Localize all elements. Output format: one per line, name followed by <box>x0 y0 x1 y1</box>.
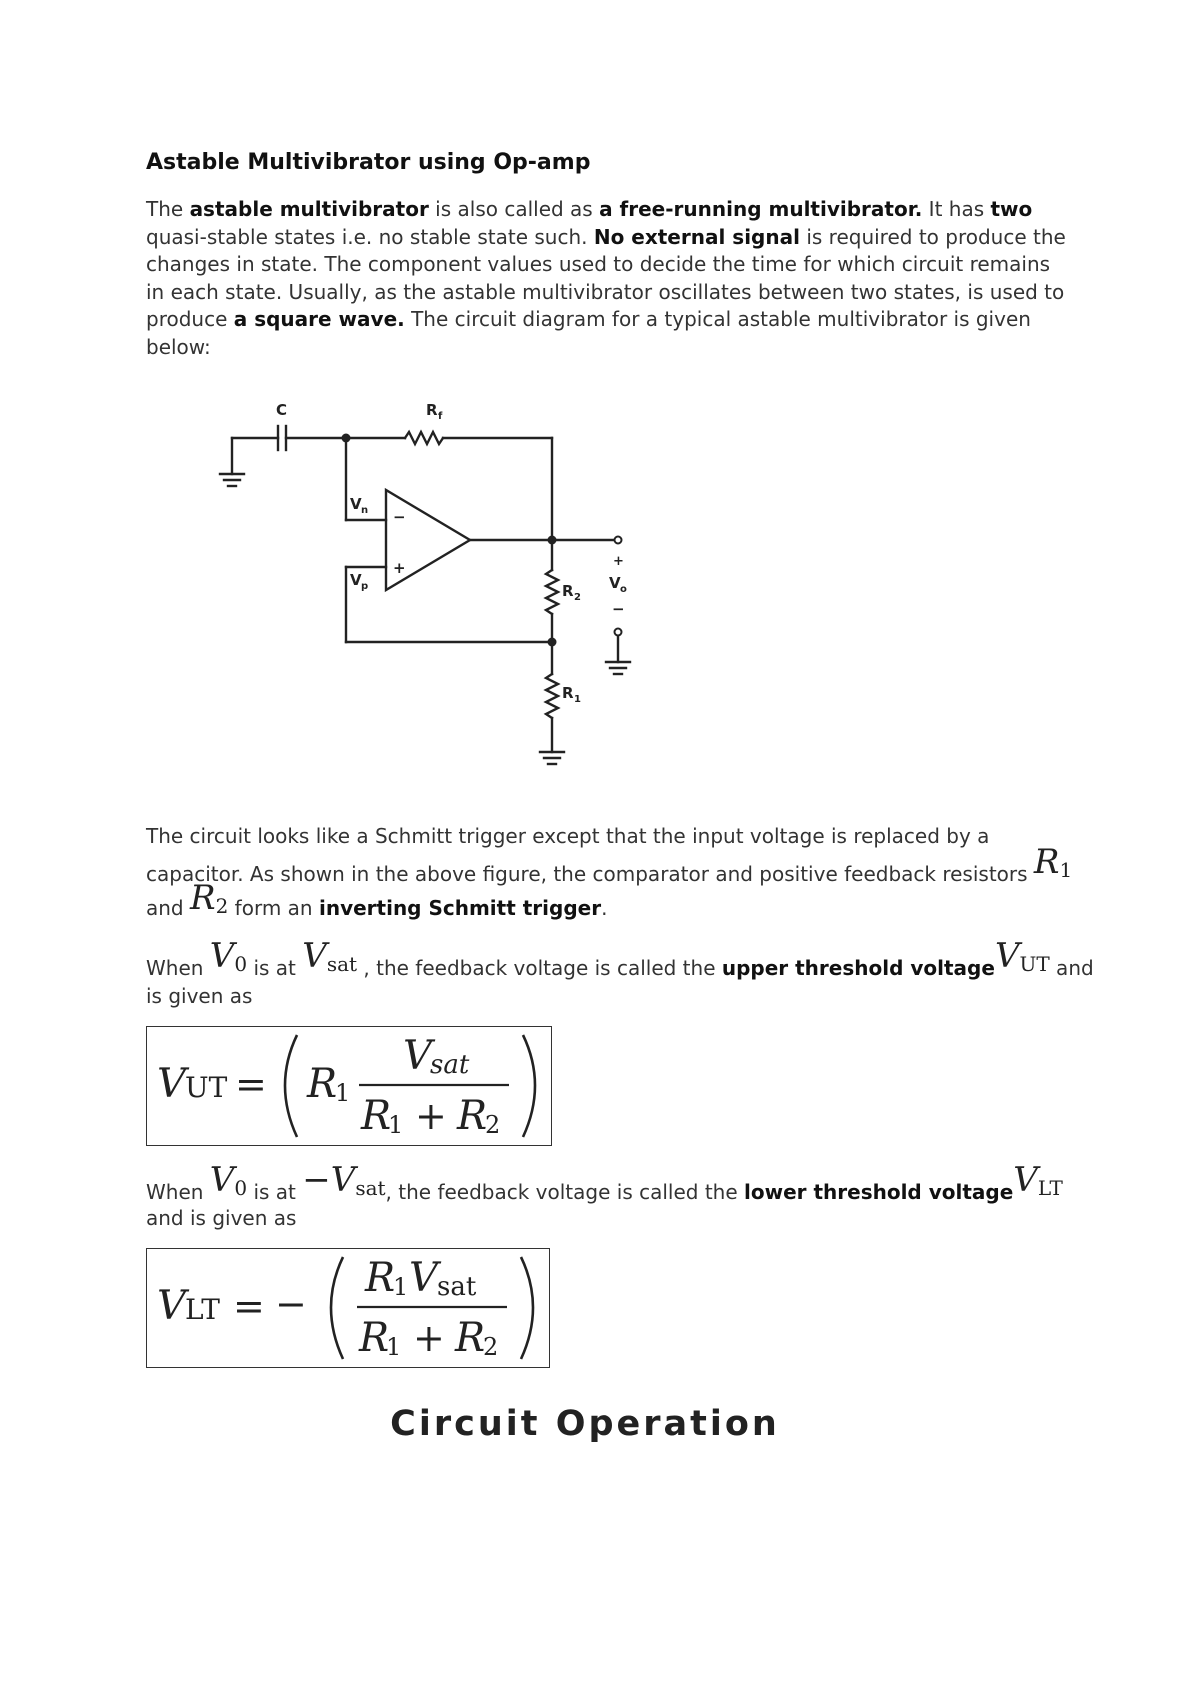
formula-num-r1-sub: 1 <box>393 1273 409 1301</box>
formula-den-r1-sub: 1 <box>388 1111 404 1139</box>
capacitor-label: C <box>276 401 288 419</box>
vo-label: V <box>609 574 621 592</box>
text-run: and <box>1049 956 1094 980</box>
equals-sign: = <box>235 1062 267 1106</box>
math-v0: V <box>209 936 235 976</box>
formula-vlt <box>147 1249 549 1367</box>
section-heading <box>0 1404 1200 1444</box>
vo-label-sub: o <box>620 584 627 595</box>
text-run: When <box>146 1180 210 1204</box>
formula-num-vsat: V <box>409 1255 438 1301</box>
formula-lhs: V <box>157 1061 186 1107</box>
plus-sign: + <box>415 1094 447 1138</box>
formula-r1-sub: 1 <box>335 1079 351 1107</box>
bold-run: upper threshold voltage <box>721 956 995 980</box>
plus-sign: + <box>413 1316 445 1360</box>
formula-den-r2: R <box>455 1315 486 1361</box>
formula-num-vsat-sub: sat <box>437 1272 477 1302</box>
formula-den-r1: R <box>359 1315 390 1361</box>
math-v0: V <box>209 1160 235 1200</box>
math-sub: LT <box>1037 1176 1063 1200</box>
math-sub: 0 <box>234 952 248 976</box>
minus-sign: − <box>275 1282 307 1326</box>
formula-numerator: V <box>403 1033 432 1079</box>
equals-sign: = <box>233 1284 265 1328</box>
bold-run: lower threshold voltage <box>744 1180 1014 1204</box>
para4-line2: and is given as <box>146 1206 297 1230</box>
math-sub: sat <box>326 952 358 976</box>
section-heading-text: Circuit Operation <box>390 1404 780 1444</box>
circuit-diagram <box>200 392 660 802</box>
para3-line2: is given as <box>146 984 253 1008</box>
math-sub: 1 <box>1059 858 1073 882</box>
r2-label-sub: 2 <box>574 592 581 603</box>
para4-line1 <box>146 1160 1066 1208</box>
formula-den-r2: R <box>457 1093 488 1139</box>
math-vsat: V <box>302 936 327 976</box>
text-run: and <box>146 896 190 920</box>
noninverting-input-sign: + <box>393 559 406 577</box>
inverting-input-sign: − <box>393 508 406 526</box>
rf-label: R <box>426 401 438 419</box>
intro-paragraph <box>146 196 1066 361</box>
formula-den-r2-sub: 2 <box>485 1111 501 1139</box>
vp-label-sub: p <box>361 581 369 592</box>
text-run: It has <box>922 197 991 221</box>
para3-line1 <box>146 936 1094 984</box>
r2-label: R <box>562 582 574 600</box>
math-r2: R <box>189 878 216 918</box>
text-run: The <box>146 197 190 221</box>
page-title: Astable Multivibrator using Op-amp <box>146 150 591 175</box>
para2-line1: The circuit looks like a Schmitt trigger except that the input voltage is replaced by a <box>146 824 990 848</box>
text-run: is at <box>247 956 303 980</box>
vo-minus-sign: − <box>612 600 625 618</box>
math-vut: V <box>994 936 1020 976</box>
bold-run: a free-running multivibrator. <box>599 197 923 221</box>
vn-label-sub: n <box>361 505 369 516</box>
bold-run: astable multivibrator <box>189 197 429 221</box>
vn-label: V <box>350 495 362 513</box>
formula-numerator-sub: sat <box>430 1050 470 1080</box>
math-r1: R <box>1033 842 1060 882</box>
rf-label-sub: f <box>438 411 443 422</box>
math-sub: sat <box>355 1176 386 1200</box>
math-sub: UT <box>1019 952 1050 976</box>
formula-vlt-box <box>146 1248 550 1368</box>
formula-lhs: V <box>157 1283 186 1329</box>
vp-label: V <box>350 571 362 589</box>
text-run: is required to produce the changes in state. The component values used to decide the time for which circuit remains in each state. Usually, as the astable multivibrator oscillates between two states, is used to produce <box>146 224 1066 331</box>
bold-run: No external signal <box>593 224 800 249</box>
formula-vut-box <box>146 1026 552 1146</box>
text-run: form an <box>228 896 319 920</box>
formula-den-r2-sub: 2 <box>483 1333 499 1361</box>
bold-run: inverting Schmitt trigger <box>318 896 602 920</box>
text-run: quasi-stable states i.e. no stable state such. <box>146 224 594 249</box>
formula-vut <box>147 1027 551 1145</box>
math-minus: − <box>302 1160 331 1200</box>
text-run: , the feedback voltage is called the <box>357 956 722 980</box>
bold-run: two <box>990 197 1033 221</box>
para2-line3 <box>146 878 1066 924</box>
text-run: . <box>601 896 608 920</box>
r1-label: R <box>562 684 574 702</box>
formula-lhs-sub: LT <box>185 1293 220 1326</box>
formula-num-r1: R <box>365 1255 396 1301</box>
text-run: , the feedback voltage is called the <box>385 1180 744 1204</box>
formula-den-r1: R <box>361 1093 392 1139</box>
text-run: When <box>146 956 210 980</box>
math-sub: 0 <box>234 1176 248 1200</box>
bold-run: a square wave. <box>233 307 405 331</box>
formula-r1: R <box>307 1061 338 1107</box>
vo-plus-sign: + <box>613 554 624 569</box>
text-run: capacitor. As shown in the above figure, the comparator and positive feedback resistors <box>146 862 1034 886</box>
text-run: The circuit diagram for a typical astable multivibrator is given below: <box>146 307 1031 359</box>
formula-den-r1-sub: 1 <box>386 1333 402 1361</box>
formula-lhs-sub: UT <box>185 1071 228 1104</box>
text-run: is at <box>247 1180 303 1204</box>
r1-label-sub: 1 <box>574 694 581 705</box>
math-sub: 2 <box>215 894 229 918</box>
math-vlt: V <box>1013 1160 1038 1200</box>
text-run: is also called as <box>428 197 600 221</box>
math-vsat: V <box>330 1160 356 1200</box>
